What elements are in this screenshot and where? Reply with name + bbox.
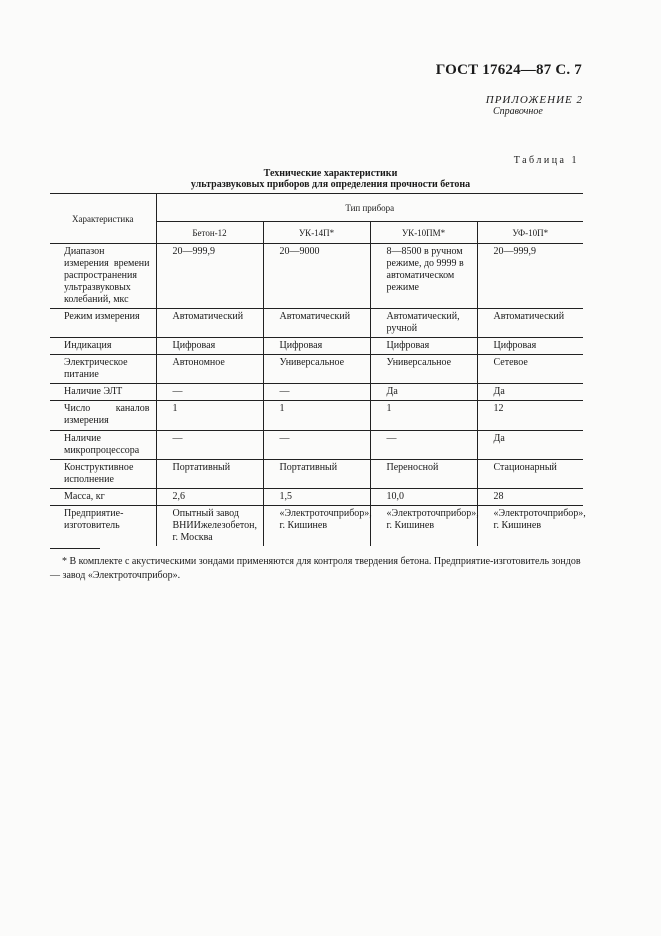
table-row	[50, 506, 583, 547]
table-row	[50, 244, 583, 309]
table-cell: Портативный	[156, 460, 263, 489]
table-title-line1: Технические характеристики	[263, 168, 398, 179]
row-label: Диапазон измерения времени распространения ультразвуковых колебаний, мкс	[50, 244, 156, 309]
table-cell: Цифровая	[156, 338, 263, 355]
table-cell: Автономное	[156, 355, 263, 384]
table-cell: 20—999,9	[156, 244, 263, 309]
table-cell: 1	[263, 401, 370, 431]
table-cell: «Электроточприбор», г. Кишинев	[263, 506, 370, 547]
row-label: Режим измерения	[50, 309, 156, 338]
group-header-device-type: Тип прибора	[156, 194, 583, 222]
table-cell: Автоматический	[156, 309, 263, 338]
table-cell: Универсальное	[370, 355, 477, 384]
table-cell: —	[156, 384, 263, 401]
table-cell: —	[156, 431, 263, 460]
table-cell: Цифровая	[370, 338, 477, 355]
table-cell: 28	[477, 489, 583, 506]
table-cell: Цифровая	[263, 338, 370, 355]
device-header: УФ-10П*	[477, 222, 583, 244]
appendix-title: ПРИЛОЖЕНИЕ 2	[485, 94, 583, 106]
table-cell: 10,0	[370, 489, 477, 506]
table-row	[50, 309, 583, 338]
table-cell: Автоматический	[263, 309, 370, 338]
table-row	[50, 431, 583, 460]
table-title-line2: ультразвуковых приборов для определения прочности бетона	[190, 179, 471, 190]
table-cell: Да	[477, 384, 583, 401]
table-cell: Универсальное	[263, 355, 370, 384]
specifications-table	[50, 193, 586, 546]
table-cell: «Электроточприбор», г. Кишинев	[493, 508, 586, 531]
table-cell: 20—999,9	[477, 244, 583, 309]
table-cell: Переносной	[370, 460, 477, 489]
row-label: Конструктивное исполнение	[50, 460, 156, 489]
row-label: Наличие ЭЛТ	[50, 384, 156, 401]
table-cell: «Электроточприбор», г. Кишинев	[370, 506, 477, 547]
table-cell: 1	[370, 401, 477, 431]
table-cell: 1,5	[263, 489, 370, 506]
table-row	[50, 460, 583, 489]
table-cell: 1	[156, 401, 263, 431]
table-cell: Опытный завод ВНИИжелезобетон, г. Москва	[156, 506, 263, 547]
table-cell: —	[263, 431, 370, 460]
table-cell: 20—9000	[263, 244, 370, 309]
table-cell: Да	[370, 384, 477, 401]
device-header: Бетон-12	[156, 222, 263, 244]
device-header: УК-14П*	[263, 222, 370, 244]
table-cell: Стационарный	[477, 460, 583, 489]
table-cell: Автоматический	[477, 309, 583, 338]
table-row	[50, 489, 583, 506]
table-cell: —	[370, 431, 477, 460]
table-cell: Портативный	[263, 460, 370, 489]
document-header: ГОСТ 17624—87 С. 7	[435, 62, 582, 78]
table-cell: 2,6	[156, 489, 263, 506]
appendix-note: Справочное	[493, 106, 543, 117]
table-cell: Цифровая	[477, 338, 583, 355]
table-row	[50, 355, 583, 384]
table-row	[50, 401, 583, 431]
row-label: Электрическое питание	[50, 355, 156, 384]
column-header-characteristic: Характеристика	[50, 194, 156, 244]
table-cell: Сетевое	[477, 355, 583, 384]
table-cell: Да	[477, 431, 583, 460]
table-cell: 8—8500 в ручном режиме, до 9999 в автоматическом режиме	[370, 244, 477, 309]
row-label: Число каналов измерения	[50, 401, 156, 431]
row-label: Масса, кг	[50, 489, 156, 506]
table-row	[50, 338, 583, 355]
row-label: Предприятие-изготовитель	[50, 506, 156, 547]
footnote-divider	[50, 548, 100, 549]
table-label: Таблица 1	[513, 155, 579, 166]
table-row	[50, 384, 583, 401]
row-label: Индикация	[50, 338, 156, 355]
table-cell: —	[263, 384, 370, 401]
device-header: УК-10ПМ*	[370, 222, 477, 244]
row-label: Наличие микропроцессора	[50, 431, 156, 460]
table-cell: 12	[477, 401, 583, 431]
footnote: * В комплекте с акустическими зондами применяются для контроля твердения бетона. Предприятие-изготовитель зондов — завод «Электроточприбор».	[50, 556, 581, 581]
table-cell: Автоматический, ручной	[370, 309, 477, 338]
